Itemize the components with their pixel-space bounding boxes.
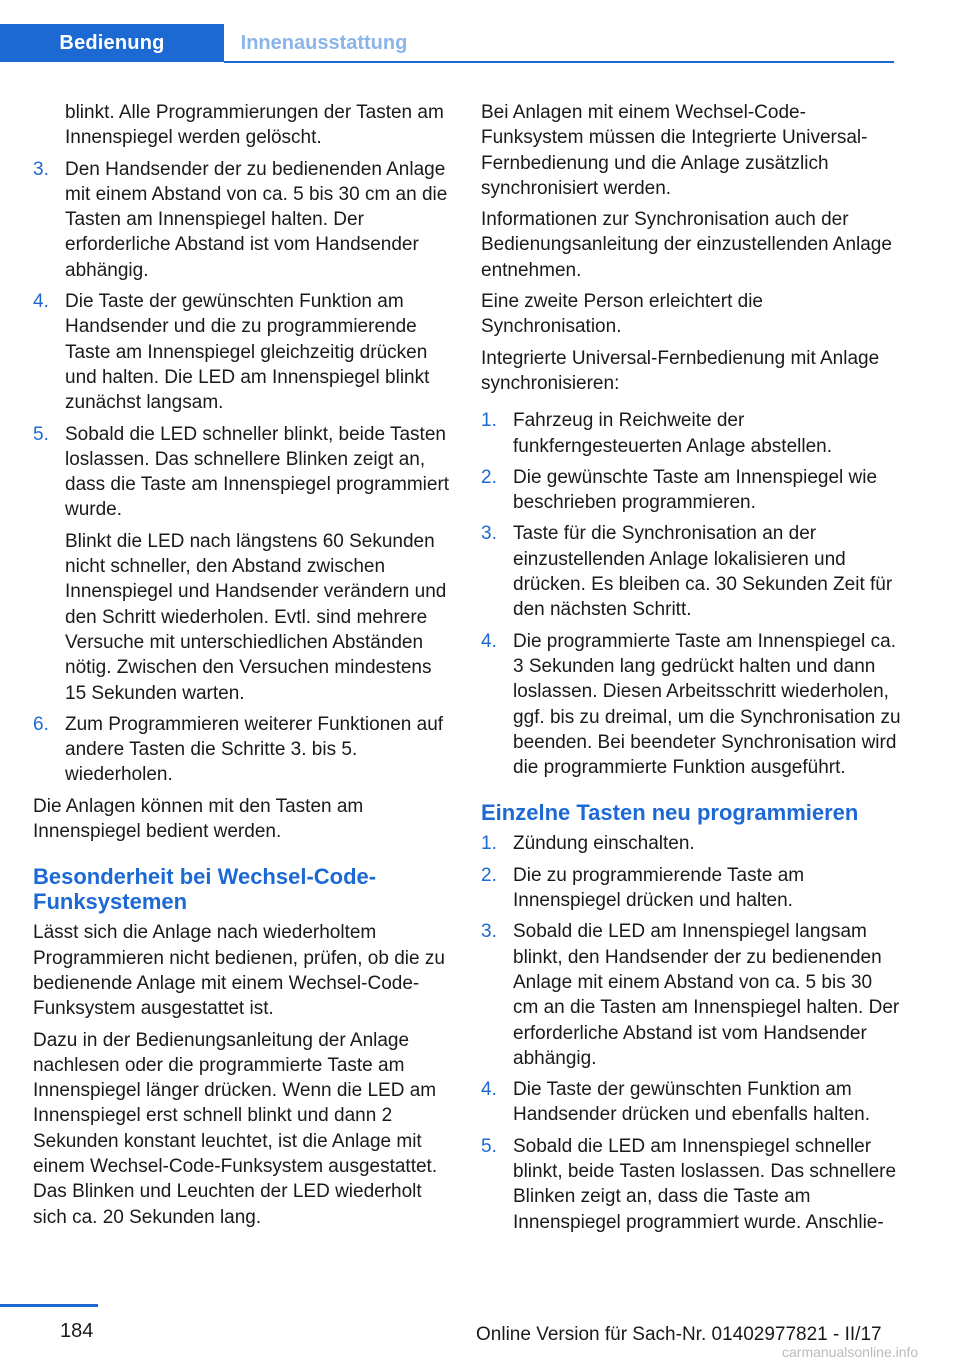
list-item [481,919,901,1071]
list-text: Sobald die LED schneller blinkt, beide Tasten loslassen. Das schnellere Blinken zeigt an, dass die Taste am Innenspiegel programmiert wurde. [65,423,450,521]
list-number: 3. [33,158,49,180]
list-item [33,712,451,788]
list-text: Die Taste der gewünschten Funktion am Handsender und die zu programmierende Taste am Innenspiegel gleichzeitig drücken und halten. Die LED am Innenspiegel blinkt zunächst langsam. [65,291,430,414]
paragraph: Die Anlagen können mit den Tasten am Innenspiegel bedient werden. [33,795,364,843]
paragraph: Bei Anlagen mit einem Wechsel-Code-Funksystem müssen die Integrierte Universal-Fernbedienung und die Anlage zusätzlich synchronisiert werden. [481,102,868,199]
list-number: 1. [481,833,497,855]
paragraph: Dazu in der Bedienungsanleitung der Anlage nachlesen oder die programmierte Taste am Innenspiegel länger drücken. Wenn die LED am Innenspiegel erst schnell blinkt und dann 2 Sekunden konstant leuchtet, ist die Anlage mit einem Wechsel-Code-Funksystem ausgestattet. Das Blinken und Leuchten der LED wiederholt sich ca. 20 Sekunden lang. [33,1029,438,1228]
list-text: Zündung einschalten. [513,833,695,855]
list-text: Die Taste der gewünschten Funktion am Handsender drücken und ebenfalls halten. [513,1079,871,1126]
list-item [481,831,901,856]
list-item [481,521,901,622]
section-heading: Besonderheit bei Wechsel-Code-Funksystemen [33,864,377,915]
list-text: Die zu programmierende Taste am Innenspiegel drücken und halten. [513,864,805,912]
list-text: Sobald die LED am Innenspiegel schneller blinkt, beide Tasten loslassen. Das schnellere Blinken zeigt an, dass die Taste am Innenspiegel programmiert wurde. Anschlie- [513,1135,897,1233]
list-number: 5. [481,1135,497,1157]
paragraph: Eine zweite Person erleichtert die Synchronisation. [481,291,763,338]
left-column [33,100,451,1236]
paragraph: Integrierte Universal-Fernbedienung mit Anlage synchronisieren: [481,347,880,394]
list-number: 6. [33,713,49,735]
list-item [481,1077,901,1128]
page-header [0,0,960,64]
list-number: 3. [481,523,497,545]
list-text: Die gewünschte Taste am Innenspiegel wie beschrieben programmieren. [513,466,878,514]
list-number: 2. [481,466,497,488]
list-number: 1. [481,410,497,432]
watermark: carmanualsonline.info [782,1344,919,1360]
section-heading: Einzelne Tasten neu programmieren [481,800,859,826]
section-tab-inactive[interactable]: Innenausstattung [240,31,408,54]
right-column [481,100,901,1241]
list-item [481,863,901,914]
paragraph: blinkt. Alle Programmierungen der Tasten am Innenspiegel werden gelöscht. [65,102,444,149]
steps-list [33,157,451,788]
list-text: Zum Programmieren weiterer Funktionen auf andere Tasten die Schritte 3. bis 5. wiederholen. [65,713,444,786]
list-item [33,422,451,706]
list-number: 4. [481,1079,497,1101]
list-item [481,408,901,459]
list-item [481,465,901,516]
list-item [33,157,451,283]
list-number: 3. [481,921,497,943]
page-number: 184 [60,1320,94,1342]
list-subparagraph: Blinkt die LED nach längstens 60 Sekunden nicht schneller, den Abstand zwischen Innenspiegel und Handsender verändern und den Schritt wiederholen. Evtl. sind mehrere Versuche mit unterschiedlichen Abständen nötig. Zwischen den Versuchen mindestens 15 Sekunden warten. [65,530,447,704]
footer-divider [0,1304,98,1307]
list-number: 2. [481,864,497,886]
list-text: Den Handsender der zu bedienenden Anlage mit einem Abstand von ca. 5 bis 30 cm an die Tasten am Innenspiegel halten. Der erforderliche Abstand ist vom Handsender abhängig. [65,158,448,281]
sync-steps-list [481,408,901,780]
list-text: Taste für die Synchronisation an der einzustellenden Anlage lokalisieren und drücken. Es bleiben ca. 30 Sekunden Zeit für den nächsten Schritt. [513,523,893,621]
header-divider [224,61,894,63]
list-number: 4. [33,291,49,313]
list-number: 5. [33,423,49,445]
list-item [33,289,451,415]
list-item [481,629,901,781]
online-version-note: Online Version für Sach-Nr. 01402977821 - II/17 [476,1324,882,1345]
list-text: Die programmierte Taste am Innenspiegel ca. 3 Sekunden lang gedrückt halten und dann loslassen. Diesen Arbeitsschritt wiederholen, ggf. bis zu dreimal, um die Synchronisation zu beenden. Bei beendeter Synchronisation wird die programmierte Funktion ausgeführt. [513,630,901,779]
list-text: Sobald die LED am Innenspiegel langsam blinkt, den Handsender der zu bedienenden Anlage mit einem Abstand von ca. 5 bis 30 cm an die Tasten am Innenspiegel halten. Der erforderliche Abstand ist vom Handsender abhängig. [513,921,900,1069]
list-text: Fahrzeug in Reichweite der funkferngesteuerten Anlage abstellen. [513,410,833,457]
paragraph: Informationen zur Synchronisation auch der Bedienungsanleitung der einzustellenden Anlage entnehmen. [481,209,892,281]
section-tab-active[interactable]: Bedienung [0,24,224,62]
reprogram-steps-list [481,831,901,1234]
list-number: 4. [481,630,497,652]
paragraph: Lässt sich die Anlage nach wiederholtem Programmieren nicht bedienen, prüfen, ob die zu bedienende Anlage mit einem Wechsel-Code-Funksystem ausgestattet ist. [33,922,445,1020]
list-item [481,1134,901,1235]
